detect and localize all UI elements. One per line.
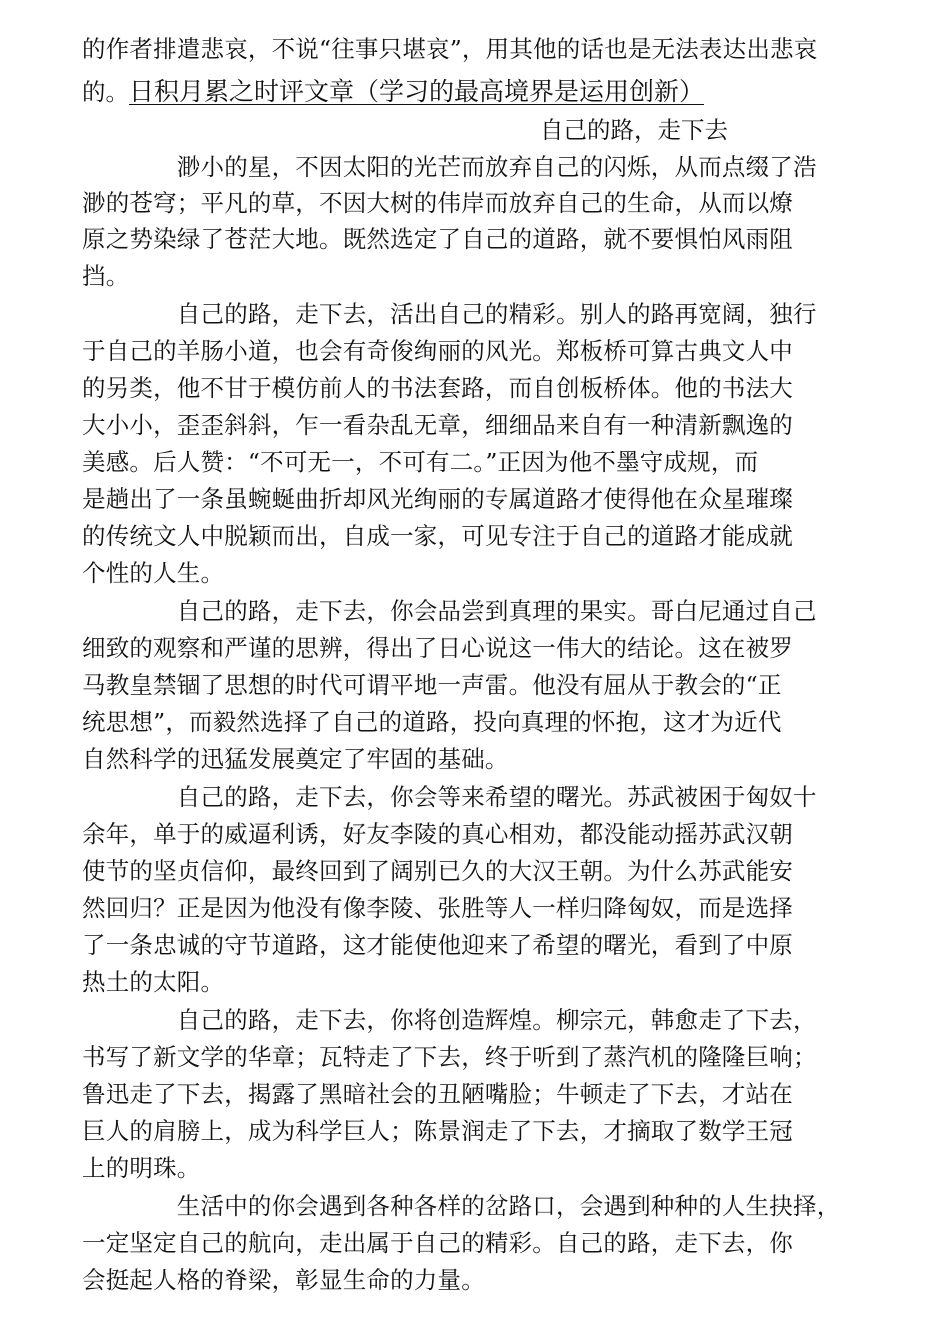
body-line: 使节的坚贞信仰，最终回到了阔别已久的大汉王朝。为什么苏武能安 (82, 857, 793, 885)
heading-prefix: 的。 (82, 78, 129, 106)
body-line: 马教皇禁锢了思想的时代可谓平地一声雷。他没有屈从于教会的“正 (82, 671, 782, 699)
body-line: 然回归？正是因为他没有像李陵、张胜等人一样归降匈奴，而是选择 (82, 894, 793, 922)
body-line: 会挺起人格的脊梁，彰显生命的力量。 (82, 1266, 485, 1294)
body-line: 大小小，歪歪斜斜，乍一看杂乱无章，细细品来自有一种清新飘逸的 (82, 411, 793, 439)
section-heading (82, 78, 714, 106)
body-line: 自然科学的迅猛发展奠定了牢固的基础。 (82, 745, 509, 773)
body-line: 渺的苍穹；平凡的草，不因大树的伟岸而放弃自己的生命，从而以燎 (82, 189, 793, 217)
body-line: 细致的观察和严谨的思辨，得出了日心说这一伟大的结论。这在被罗 (82, 634, 793, 662)
body-line: 自己的路，走下去，活出自己的精彩。别人的路再宽阔，独行 (82, 300, 817, 328)
body-line: 自己的路，走下去，你将创造辉煌。柳宗元，韩愈走了下去， (82, 1006, 817, 1034)
body-line: 统思想”，而毅然选择了自己的道路，投向真理的怀抱，这才为近代 (82, 708, 782, 736)
body-line: 热土的太阳。 (82, 968, 225, 996)
body-line: 个性的人生。 (82, 559, 225, 587)
body-line: 一定坚定自己的航向，走出属于自己的精彩。自己的路，走下去，你 (82, 1229, 793, 1257)
body-line: 于自己的羊肠小道，也会有奇俊绚丽的风光。郑板桥可算古典文人中 (82, 337, 793, 365)
body-line: 上的明珠。 (82, 1154, 201, 1182)
body-line: 美感。后人赞：“不可无一，不可有二。”正因为他不墨守成规，而 (82, 448, 759, 476)
body-line: 余年，单于的威逼利诱，好友李陵的真心相劝，都没能动摇苏武汉朝 (82, 820, 793, 848)
lead-line: 的作者排遣悲哀，不说“往事只堪哀”，用其他的话也是无法表达出悲哀 (82, 35, 818, 63)
body-line: 自己的路，走下去，你会等来希望的曙光。苏武被困于匈奴十 (82, 783, 817, 811)
body-line: 是趟出了一条虽蜿蜒曲折却风光绚丽的专属道路才使得他在众星璀璨 (82, 485, 793, 513)
body-line: 鲁迅走了下去，揭露了黑暗社会的丑陋嘴脸；牛顿走了下去，才站在 (82, 1080, 793, 1108)
section-heading-title: 日积月累之时评文章（学习的最高境界是运用创新） (129, 77, 705, 106)
body-line: 自己的路，走下去，你会品尝到真理的果实。哥白尼通过自己 (82, 597, 817, 625)
essay-title: 自己的路，走下去 (540, 116, 728, 144)
body-line: 的传统文人中脱颖而出，自成一家，可见专注于自己的道路才能成就 (82, 522, 793, 550)
body-line: 了一条忠诚的守节道路，这才能使他迎来了希望的曙光，看到了中原 (82, 931, 793, 959)
body-line: 原之势染绿了苍茫大地。既然选定了自己的道路，就不要惧怕风雨阻 (82, 225, 793, 253)
body-line: 生活中的你会遇到各种各样的岔路口，会遇到种种的人生抉择， (82, 1192, 841, 1220)
body-line: 书写了新文学的华章；瓦特走了下去，终于听到了蒸汽机的隆隆巨响； (82, 1043, 817, 1071)
body-line: 的另类，他不甘于模仿前人的书法套路，而自创板桥体。他的书法大 (82, 374, 793, 402)
body-line: 渺小的星，不因太阳的光芒而放弃自己的闪烁，从而点缀了浩 (82, 153, 817, 181)
body-line: 巨人的肩膀上，成为科学巨人；陈景润走了下去，才摘取了数学王冠 (82, 1117, 793, 1145)
body-line: 挡。 (82, 262, 130, 290)
